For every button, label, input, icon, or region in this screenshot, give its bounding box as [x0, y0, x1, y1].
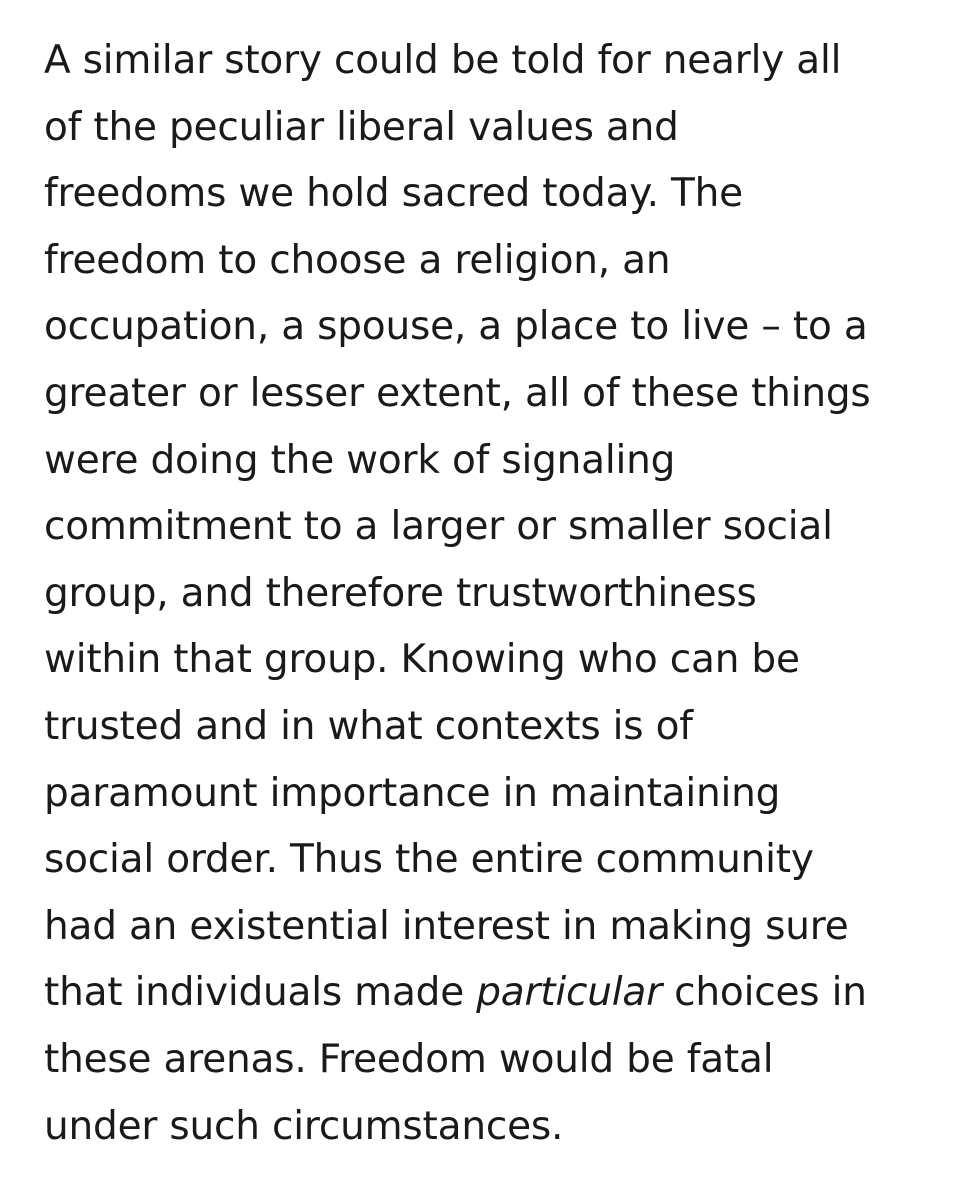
paragraph-line: greater or lesser extent, all of these things — [44, 370, 871, 416]
paragraph-line: occupation, a spouse, a place to live – to a — [44, 304, 868, 350]
paragraph-line: paramount importance in maintaining — [44, 770, 781, 816]
paragraph-line: social order. Thus the entire community — [44, 837, 814, 883]
paragraph-line: commitment to a larger or smaller social — [44, 504, 833, 550]
paragraph-line: under such circumstances. — [44, 1103, 564, 1149]
paragraph-line: trusted and in what contexts is of — [44, 703, 693, 749]
paragraph-line: were doing the work of signaling — [44, 437, 676, 483]
paragraph-line: group, and therefore trustworthiness — [44, 570, 757, 616]
line-text-before: that individuals made — [44, 970, 477, 1016]
paragraph-line: freedoms we hold sacred today. The — [44, 171, 743, 217]
paragraph-line: these arenas. Freedom would be fatal — [44, 1036, 774, 1082]
paragraph-line: of the peculiar liberal values and — [44, 104, 679, 150]
emphasized-word: particular — [476, 970, 662, 1016]
line-text-after: choices in — [661, 970, 867, 1016]
paragraph-line: freedom to choose a religion, an — [44, 237, 671, 283]
paragraph-line: had an existential interest in making sure — [44, 903, 849, 949]
paragraph-line: within that group. Knowing who can be — [44, 637, 800, 683]
article-paragraph — [44, 28, 924, 1160]
paragraph-line: A similar story could be told for nearly all — [44, 38, 842, 83]
paragraph-line-with-emphasis — [44, 960, 924, 1027]
